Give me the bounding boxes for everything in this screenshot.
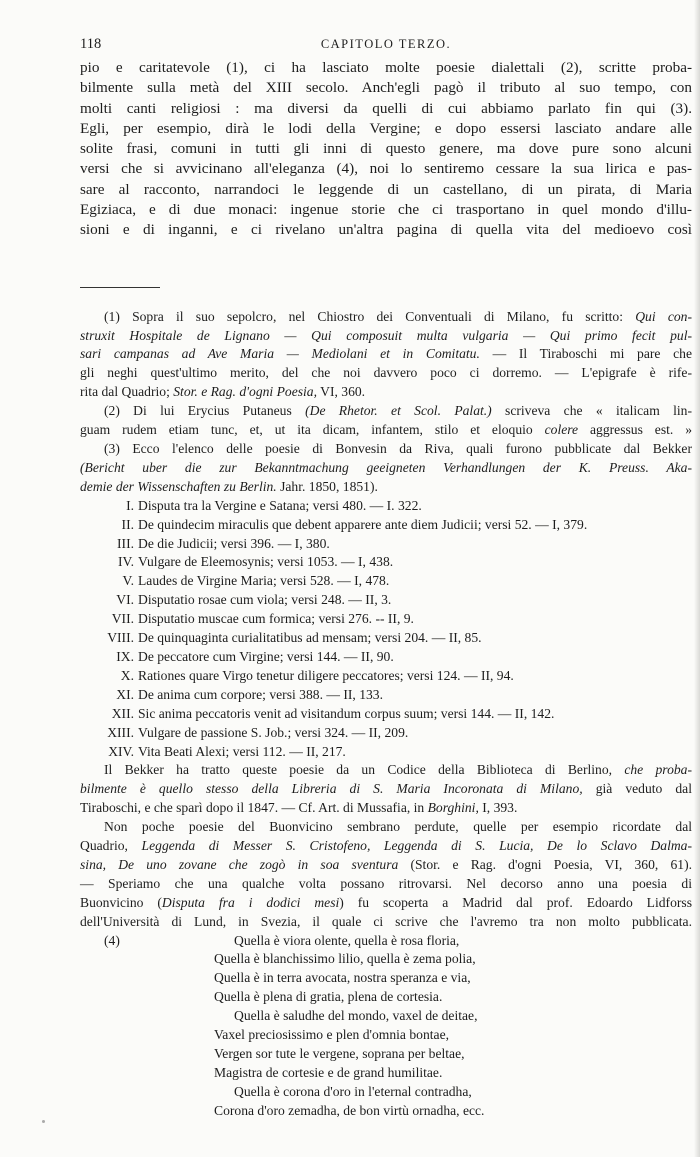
note-text: — Il Tiraboschi mi pare che: [479, 346, 692, 362]
paper-speck: [42, 1120, 45, 1123]
note-italic: colere: [544, 422, 579, 438]
note-text: rita dal Quadrio;: [80, 384, 174, 400]
list-text: Disputatio rosae cum viola; versi 248. — II, 3.: [138, 592, 392, 608]
poem-line: [80, 1083, 692, 1102]
list-item: [80, 686, 692, 705]
note-text: guam rudem etiam tunc, et, ut ita dicam, infantem, stilo et eloquio: [80, 422, 545, 438]
list-text: Disputa tra la Vergine e Satana; versi 480. — I. 322.: [138, 497, 422, 513]
note-italic: Qui con-: [635, 308, 692, 324]
spacer: [80, 1064, 214, 1083]
footnote-4-poem: [80, 932, 692, 1121]
list-item: [80, 610, 692, 629]
spacer: [80, 988, 214, 1007]
poem-line: [80, 1026, 692, 1045]
list-item: [80, 724, 692, 743]
body-line: pio e caritatevole (1), ci ha lasciato molte poesie dialettali (2), scritte proba-: [80, 59, 692, 76]
footnote-line: struxit Hospitale de Lignano — Qui composuit multa vulgaria — Qui primo fecit pul-: [80, 327, 692, 343]
list-item: [80, 743, 692, 762]
list-number: XIII.: [107, 724, 134, 740]
main-paragraph: [80, 58, 692, 241]
list-number: III.: [117, 535, 134, 551]
footnote-line: [80, 799, 692, 818]
list-item: [80, 648, 692, 667]
verse: Quella è plena di gratia, plena de cortesia.: [214, 989, 443, 1005]
note-italic: Borghini,: [427, 800, 479, 816]
note-text: Il Bekker ha tratto queste poesie da un Codice della Biblioteca di Berlino,: [104, 762, 625, 778]
list-text: De peccatore cum Virgine; versi 144. — II, 90.: [138, 648, 394, 664]
footnote-line: [80, 345, 692, 364]
footnote-line: [80, 308, 692, 327]
list-item: [80, 535, 692, 554]
note-text: aggressus est. »: [578, 422, 692, 438]
note-italic: demie der Wissenschaften zu Berlin.: [80, 478, 277, 494]
spacer: [80, 969, 214, 988]
note-text: (Stor. e Rag. d'ogni Poesia, VI, 360, 61).: [398, 856, 692, 872]
list-item: [80, 553, 692, 572]
footnote-3: [80, 440, 692, 497]
lost-poems-paragraph: [80, 818, 692, 931]
list-number: II.: [121, 516, 134, 532]
poem-line: [80, 969, 692, 988]
page-number: 118: [80, 36, 102, 52]
list-item: [80, 516, 692, 535]
bekker-paragraph: [80, 761, 692, 818]
poem-line: [80, 1007, 692, 1026]
book-page: [80, 36, 692, 1121]
verse: Vaxel preciosissimo e plen d'omnia bontae,: [214, 1027, 449, 1043]
footnote-line: — Speriamo che una qualche volta possano ritrovarsi. Nel decorso anno una poesia di: [80, 875, 692, 891]
list-item: [80, 705, 692, 724]
verse: Quella è in terra avocata, nostra speranza e via,: [214, 970, 471, 986]
list-text: De anima cum corpore; versi 388. — II, 133.: [138, 686, 383, 702]
list-text: Laudes de Virgine Maria; versi 528. — I, 478.: [138, 573, 390, 589]
page-edge-shadow: [694, 0, 700, 1157]
note-text: già veduto dal: [582, 781, 692, 797]
body-line: sare al racconto, narrandoci le leggende di un castellano, di un pirata, di Maria: [80, 180, 692, 198]
list-text: Vulgare de passione S. Job.; versi 324. — II, 209.: [138, 724, 409, 740]
running-title: CAPITOLO TERZO.: [320, 37, 452, 51]
poems-list: [80, 497, 692, 762]
list-item: [80, 667, 692, 686]
note-italic: che proba-: [624, 762, 692, 778]
spacer: [80, 950, 214, 969]
footnote-1: [80, 308, 692, 403]
body-line: molti canti religiosi : ma diversi da quelli di cui abbiamo parlato fin qui (3).: [80, 99, 692, 117]
footnote-line: [80, 894, 692, 913]
list-number: VIII.: [107, 630, 134, 646]
note-italic: Leggenda di Messer S. Cristofeno, Leggenda di S. Lucia, De lo Sclavo Dalma-: [141, 838, 692, 854]
list-item: [80, 591, 692, 610]
footnote-line: [80, 402, 692, 421]
poem-line: [80, 988, 692, 1007]
note-italic: sari campanas ad Ave Maria — Mediolani et in Comitatu.: [80, 346, 480, 362]
footnote-line: [80, 478, 692, 497]
note-italic: sina, De uno zovane che zogò in soa sventura: [80, 856, 399, 872]
spacer: [80, 1007, 214, 1026]
verse: Quella è blanchissimo lilio, quella è zema polia,: [214, 951, 476, 967]
list-text: Vita Beati Alexi; versi 112. — II, 217.: [138, 743, 346, 759]
note-text: scriveva che « italicam lin-: [491, 403, 692, 419]
list-text: De quindecim miraculis que debent apparere ante diem Judicii; versi 52. — I, 379.: [138, 516, 588, 532]
list-number: V.: [122, 573, 134, 589]
poem-line: [80, 1064, 692, 1083]
list-text: Disputatio muscae cum formica; versi 276. -- II, 9.: [138, 611, 414, 627]
note-text: ) fu scoperta a Madrid dal prof. Edoardo Lidforss: [339, 894, 692, 910]
list-number: X.: [120, 667, 134, 683]
footnote-line: [80, 856, 692, 875]
verse: Vergen sor tute le vergene, soprana per beltae,: [214, 1046, 465, 1062]
note-text: (1) Sopra il suo sepolcro, nel Chiostro dei Conventuali di Milano, fu scritto:: [104, 308, 636, 324]
note-text: Tiraboschi, e che sparì dopo il 1847. — Cf. Art. di Mussafia, in: [80, 800, 428, 816]
body-line: Egli, per esempio, dirà le lodi della Vergine; e dopo essersi lasciato andare alle: [80, 119, 692, 137]
note-italic: bilmente è quello stesso della Libreria di S. Maria Incoronata di Milano,: [80, 781, 583, 797]
note-text: Buonvicino (: [80, 894, 162, 910]
list-text: Rationes quare Virgo tenetur diligere peccatores; versi 124. — II, 94.: [138, 667, 514, 683]
footnote-line: (Bericht uber die zur Bekanntmachung geeigneten Verhandlungen der K. Preuss. Aka-: [80, 459, 692, 475]
body-line: solite frasi, comuni in tutti gli inni di questo genere, ma dove pure sono alcuni: [80, 140, 692, 158]
list-number: XI.: [116, 686, 134, 702]
body-line: versi che si avvicinano all'eleganza (4), noi lo sentiremo cessare la sua lirica e pas-: [80, 160, 692, 178]
verse: Magistra de cortesie e de grand humilitae.: [214, 1064, 443, 1080]
verse: Quella è corona d'oro in l'eternal contradha,: [234, 1083, 472, 1099]
list-text: Vulgare de Eleemosynis; versi 1053. — I, 438.: [138, 554, 394, 570]
note-italic: Stor. e Rag. d'ogni Poesia,: [173, 384, 317, 400]
note-text: Jahr. 1850, 1851).: [276, 478, 378, 494]
poem-line: [80, 1102, 692, 1121]
body-line: Egiziaca, e di due monaci: ingenue storie che ci trasportano in quel mondo d'illu-: [80, 201, 692, 219]
poem-line: [80, 950, 692, 969]
footnote-line: [80, 837, 692, 856]
body-line: bilmente sulla metà del XIII secolo. Anch'egli pagò il tributo al suo tempo, con: [80, 79, 692, 97]
list-item: [80, 497, 692, 516]
list-number: VII.: [111, 611, 134, 627]
note-text: (2) Di lui Erycius Putaneus: [104, 403, 306, 419]
footnotes: [80, 308, 692, 1121]
footnote-line: [80, 421, 692, 440]
body-line: sioni e di inganni, e ci rivelano un'altra pagina di quella vita del medioevo così: [80, 221, 692, 239]
list-number: I.: [126, 497, 134, 513]
poem-line: [80, 932, 692, 951]
poem-line: [80, 1045, 692, 1064]
footnote-line: [80, 383, 692, 402]
note-italic: Disputa fra i dodici mesi: [161, 894, 340, 910]
spacer: [80, 1045, 214, 1064]
list-item: [80, 629, 692, 648]
footnote-line: [80, 761, 692, 780]
verse: Quella è viora olente, quella è rosa floria,: [234, 932, 460, 948]
list-number: VI.: [116, 592, 134, 608]
footnote-line: gli neghi quest'ultimo merito, del che noi davvero poco ci dorremo. — L'epigrafe è rife-: [80, 365, 692, 381]
footnote-2: [80, 402, 692, 440]
list-text: De die Judicii; versi 396. — I, 380.: [138, 535, 330, 551]
verse: Corona d'oro zemadha, de bon virtù ornadha, ecc.: [214, 1102, 485, 1118]
list-number: XIV.: [108, 743, 134, 759]
list-number: IV.: [118, 554, 134, 570]
list-text: De quinquaginta curialitatibus ad mensam; versi 204. — II, 85.: [138, 630, 482, 646]
footnote-separator: [80, 287, 160, 288]
verse: Quella è saludhe del mondo, vaxel de deitae,: [234, 1008, 478, 1024]
list-text: Sic anima peccatoris venit ad visitandum corpus suum; versi 144. — II, 142.: [138, 705, 555, 721]
footnote-line: Non poche poesie del Buonvicino sembrano perdute, quelle per esempio ricordate dal: [104, 819, 692, 835]
list-number: IX.: [116, 648, 134, 664]
footnote-4-tag: (4): [104, 932, 120, 948]
spacer: [80, 1102, 214, 1121]
note-text: Quadrio,: [80, 838, 142, 854]
page-header: [80, 36, 692, 58]
footnote-line: dell'Università di Lund, in Svezia, il quale ci scrive che l'avremo tra non molto pubblicata.: [80, 913, 692, 929]
list-item: [80, 572, 692, 591]
spacer: [80, 1083, 214, 1102]
note-text: VI, 360.: [317, 384, 366, 400]
footnote-line: [80, 780, 692, 799]
note-text: I, 393.: [478, 800, 518, 816]
list-number: XII.: [111, 705, 134, 721]
footnote-line: (3) Ecco l'elenco delle poesie di Bonvesin da Riva, quali furono pubblicate dal Bekker: [104, 441, 692, 457]
spacer: [80, 1026, 214, 1045]
note-italic: (De Rhetor. et Scol. Palat.): [305, 403, 492, 419]
